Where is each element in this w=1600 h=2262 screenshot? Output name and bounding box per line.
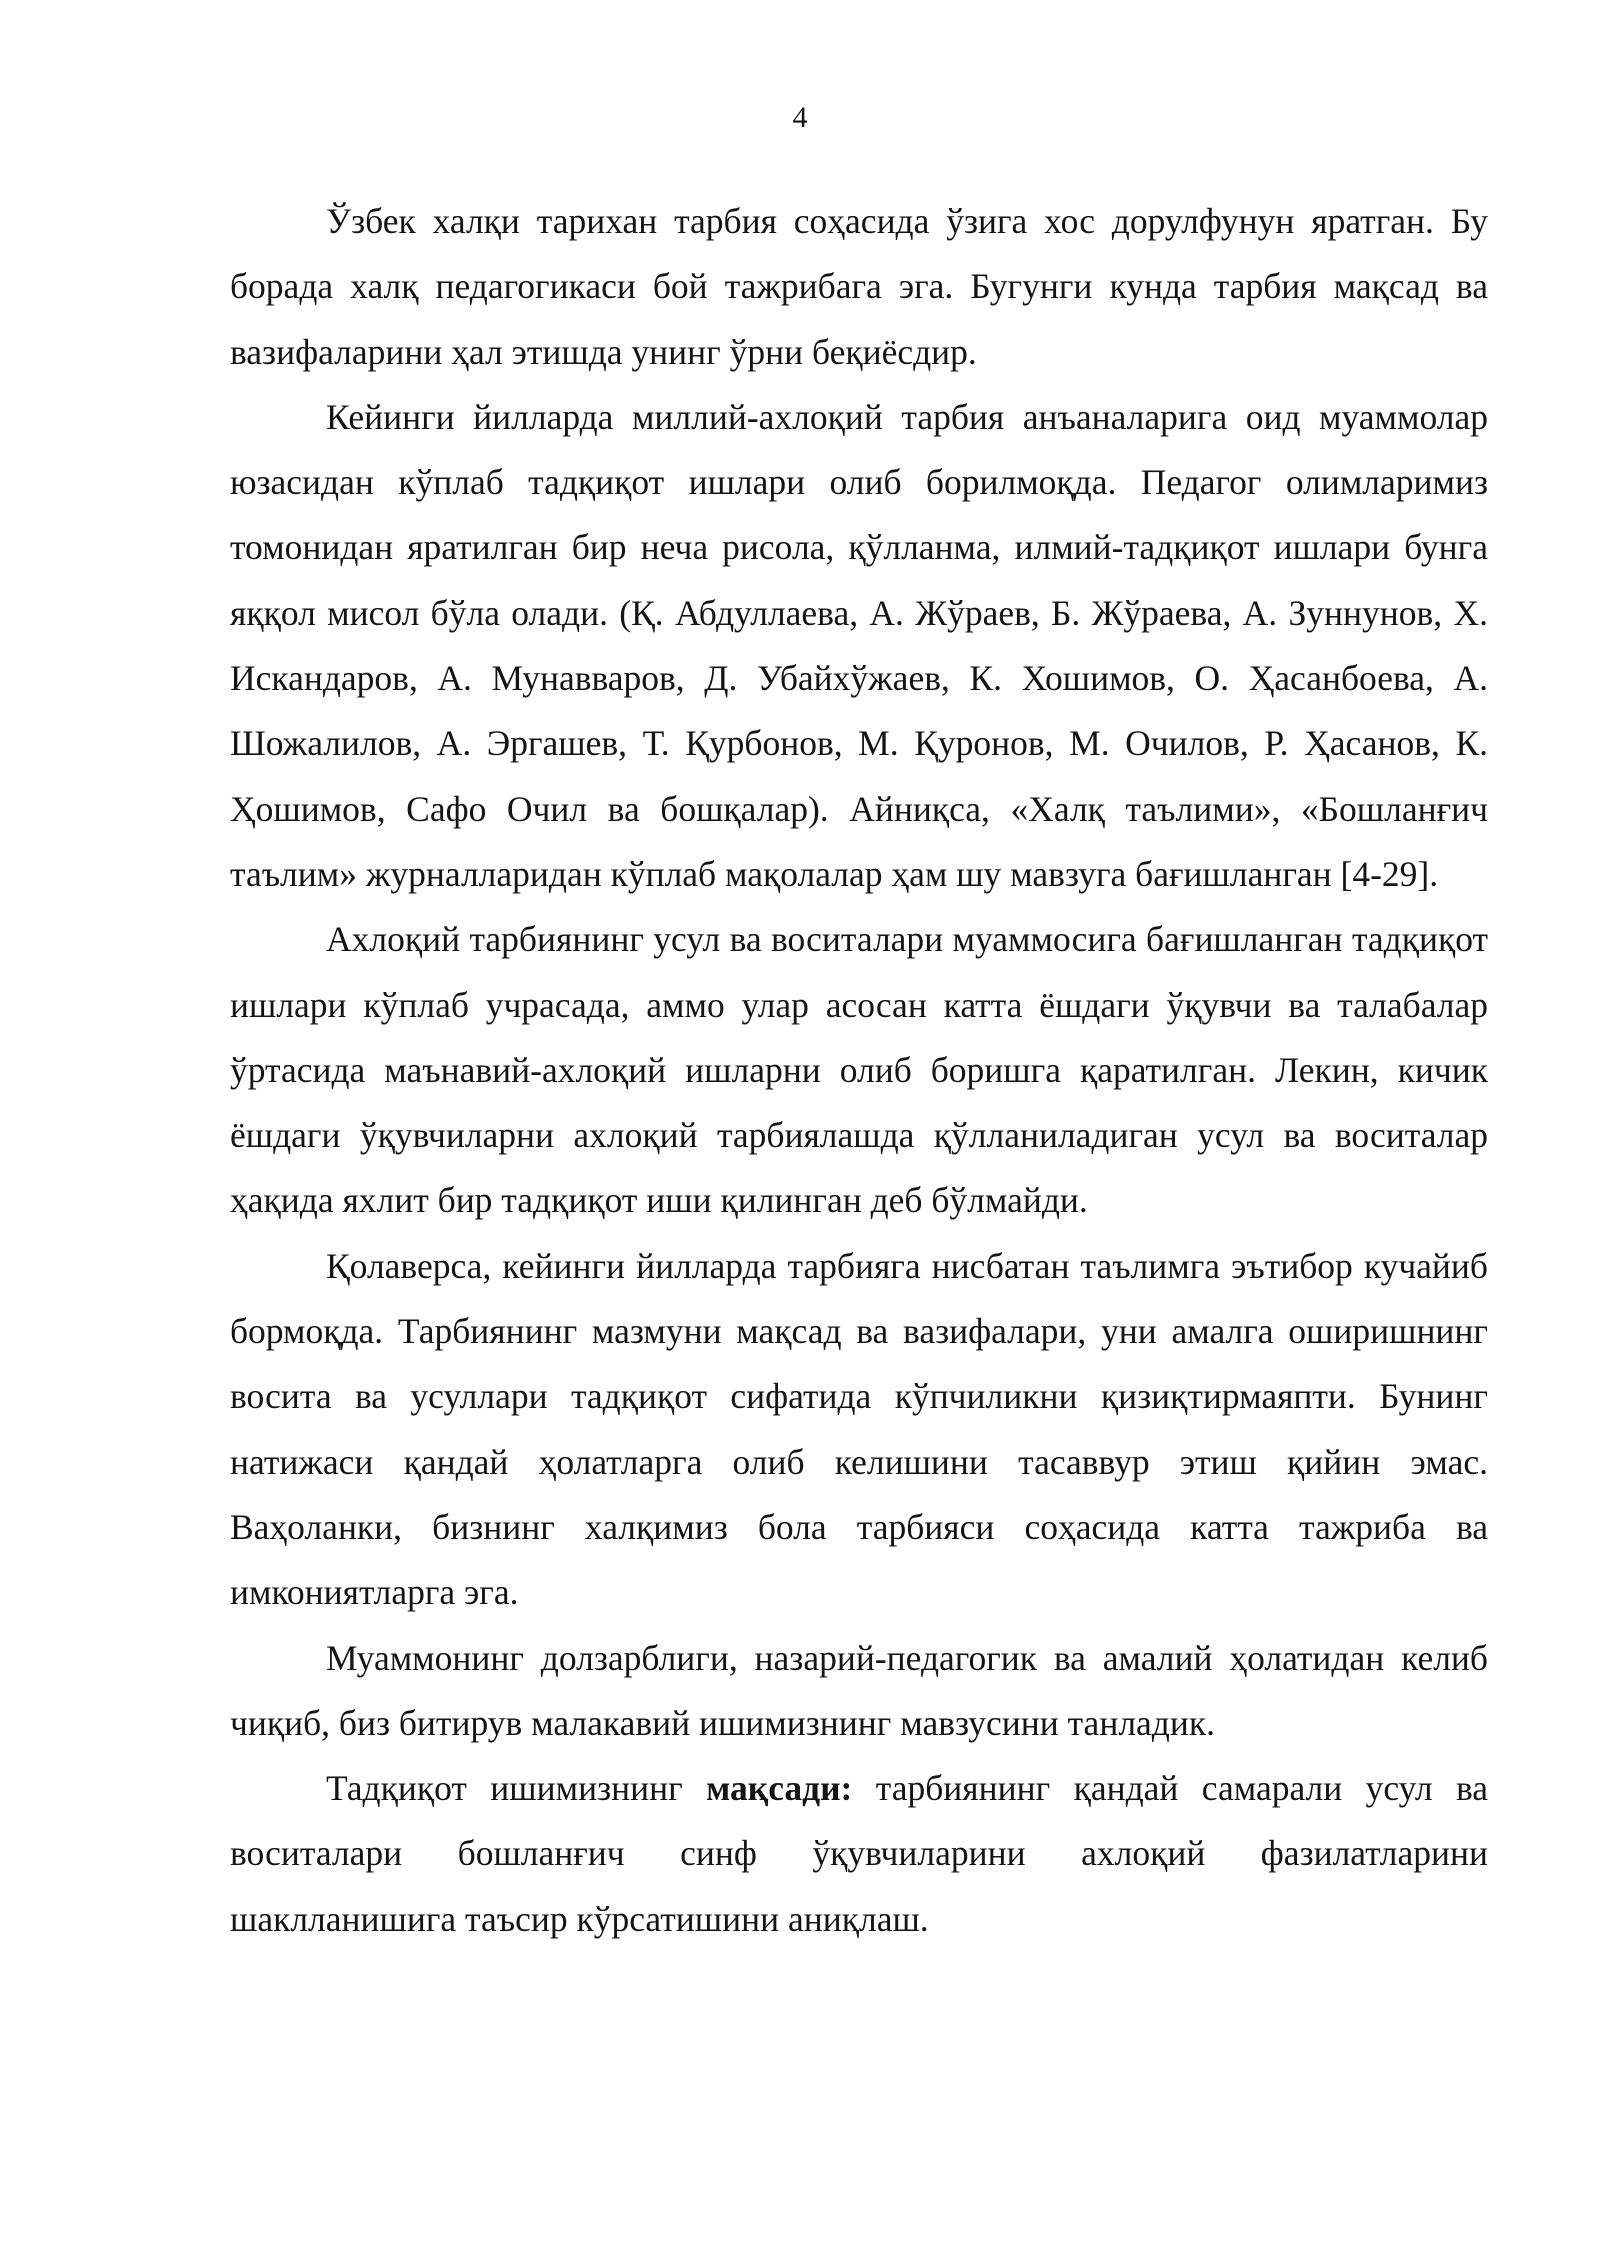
paragraph-uzbek-people-upbringing: Ўзбек халқи тарихан тарбия соҳасида ўзига хос дорулфунун яратган. Бу борада халқ педагогикаси бой тажрибага эга. Бугунги кунда тарбия мақсад ва вазифаларини ҳал этишда унинг ўрни беқиёсдир. [230, 201, 1488, 372]
paragraph-education-focus: Қолаверса, кейинги йилларда тарбияга нисбатан таълимга эътибор кучайиб бормоқда. Тарбиянинг мазмуни мақсад ва вазифалари, уни амалга оширишнинг восита ва усуллари тадқиқот сифатида кўпчиликни қизиқтирмаяпти. Бунинг натижаси қандай ҳолатларга олиб келишини тасаввур этиш қийин эмас. Ваҳоланки, бизнинг халқимиз бола тарбияси соҳасида катта тажриба ва имкониятларга эга. [230, 1245, 1488, 1613]
document-body [230, 189, 1488, 1952]
paragraph-moral-education-methods: Ахлоқий тарбиянинг усул ва воситалари муаммосига бағишланган тадқиқот ишлари кўплаб учрасада, аммо улар асосан катта ёшдаги ўқувчи ва талабалар ўртасида маънавий-ахлоқий ишларни олиб боришга қаратилган. Лекин, кичик ёшдаги ўқувчиларни ахлоқий тарбиялашда қўлланиладиган усул ва воситалар ҳақида яхлит бир тадқиқот иши қилинган деб бўлмайди. [230, 919, 1488, 1221]
goal-text: тарбиянинг қандай самарали усул ва воситалари бошланғич синф ўқувчиларини ахлоқий фазилатларини шаклланишига таъсир кўрсатишини аниқлаш. [230, 1768, 1489, 1939]
goal-label: мақсади: [706, 1768, 853, 1809]
paragraph-topic-relevance: Муаммонинг долзарблиги, назарий-педагогик ва амалий ҳолатидан келиб чиқиб, биз битирув малакавий ишимизнинг мавзусини танладик. [230, 1637, 1488, 1743]
page-number: 4 [792, 101, 808, 134]
goal-lead-text: Тадқиқот ишимизнинг [326, 1768, 683, 1809]
paragraph-research-goal [230, 1756, 1488, 1952]
paragraph-research-overview: Кейинги йилларда миллий-ахлоқий тарбия анъаналарига оид муаммолар юзасидан кўплаб тадқиқот ишлари олиб борилмоқда. Педагог олимларимиз томонидан яратилган бир неча рисола, қўлланма, илмий-тадқиқот ишлари бунга яққол мисол бўла олади. (Қ. Абдуллаева, А. Жўраев, Б. Жўраева, А. Зуннунов, Х. Искандаров, А. Мунавваров, Д. Убайхўжаев, К. Хошимов, О. Ҳасанбоева, А. Шожалилов, А. Эргашев, Т. Қурбонов, М. Қуронов, М. Очилов, Р. Ҳасанов, К. Ҳошимов, Сафо Очил ва бошқалар). Айниқса, «Халқ таълими», «Бошланғич таълим» журналларидан кўплаб мақолалар ҳам шу мавзуга бағишланган [4-29]. [230, 396, 1488, 894]
